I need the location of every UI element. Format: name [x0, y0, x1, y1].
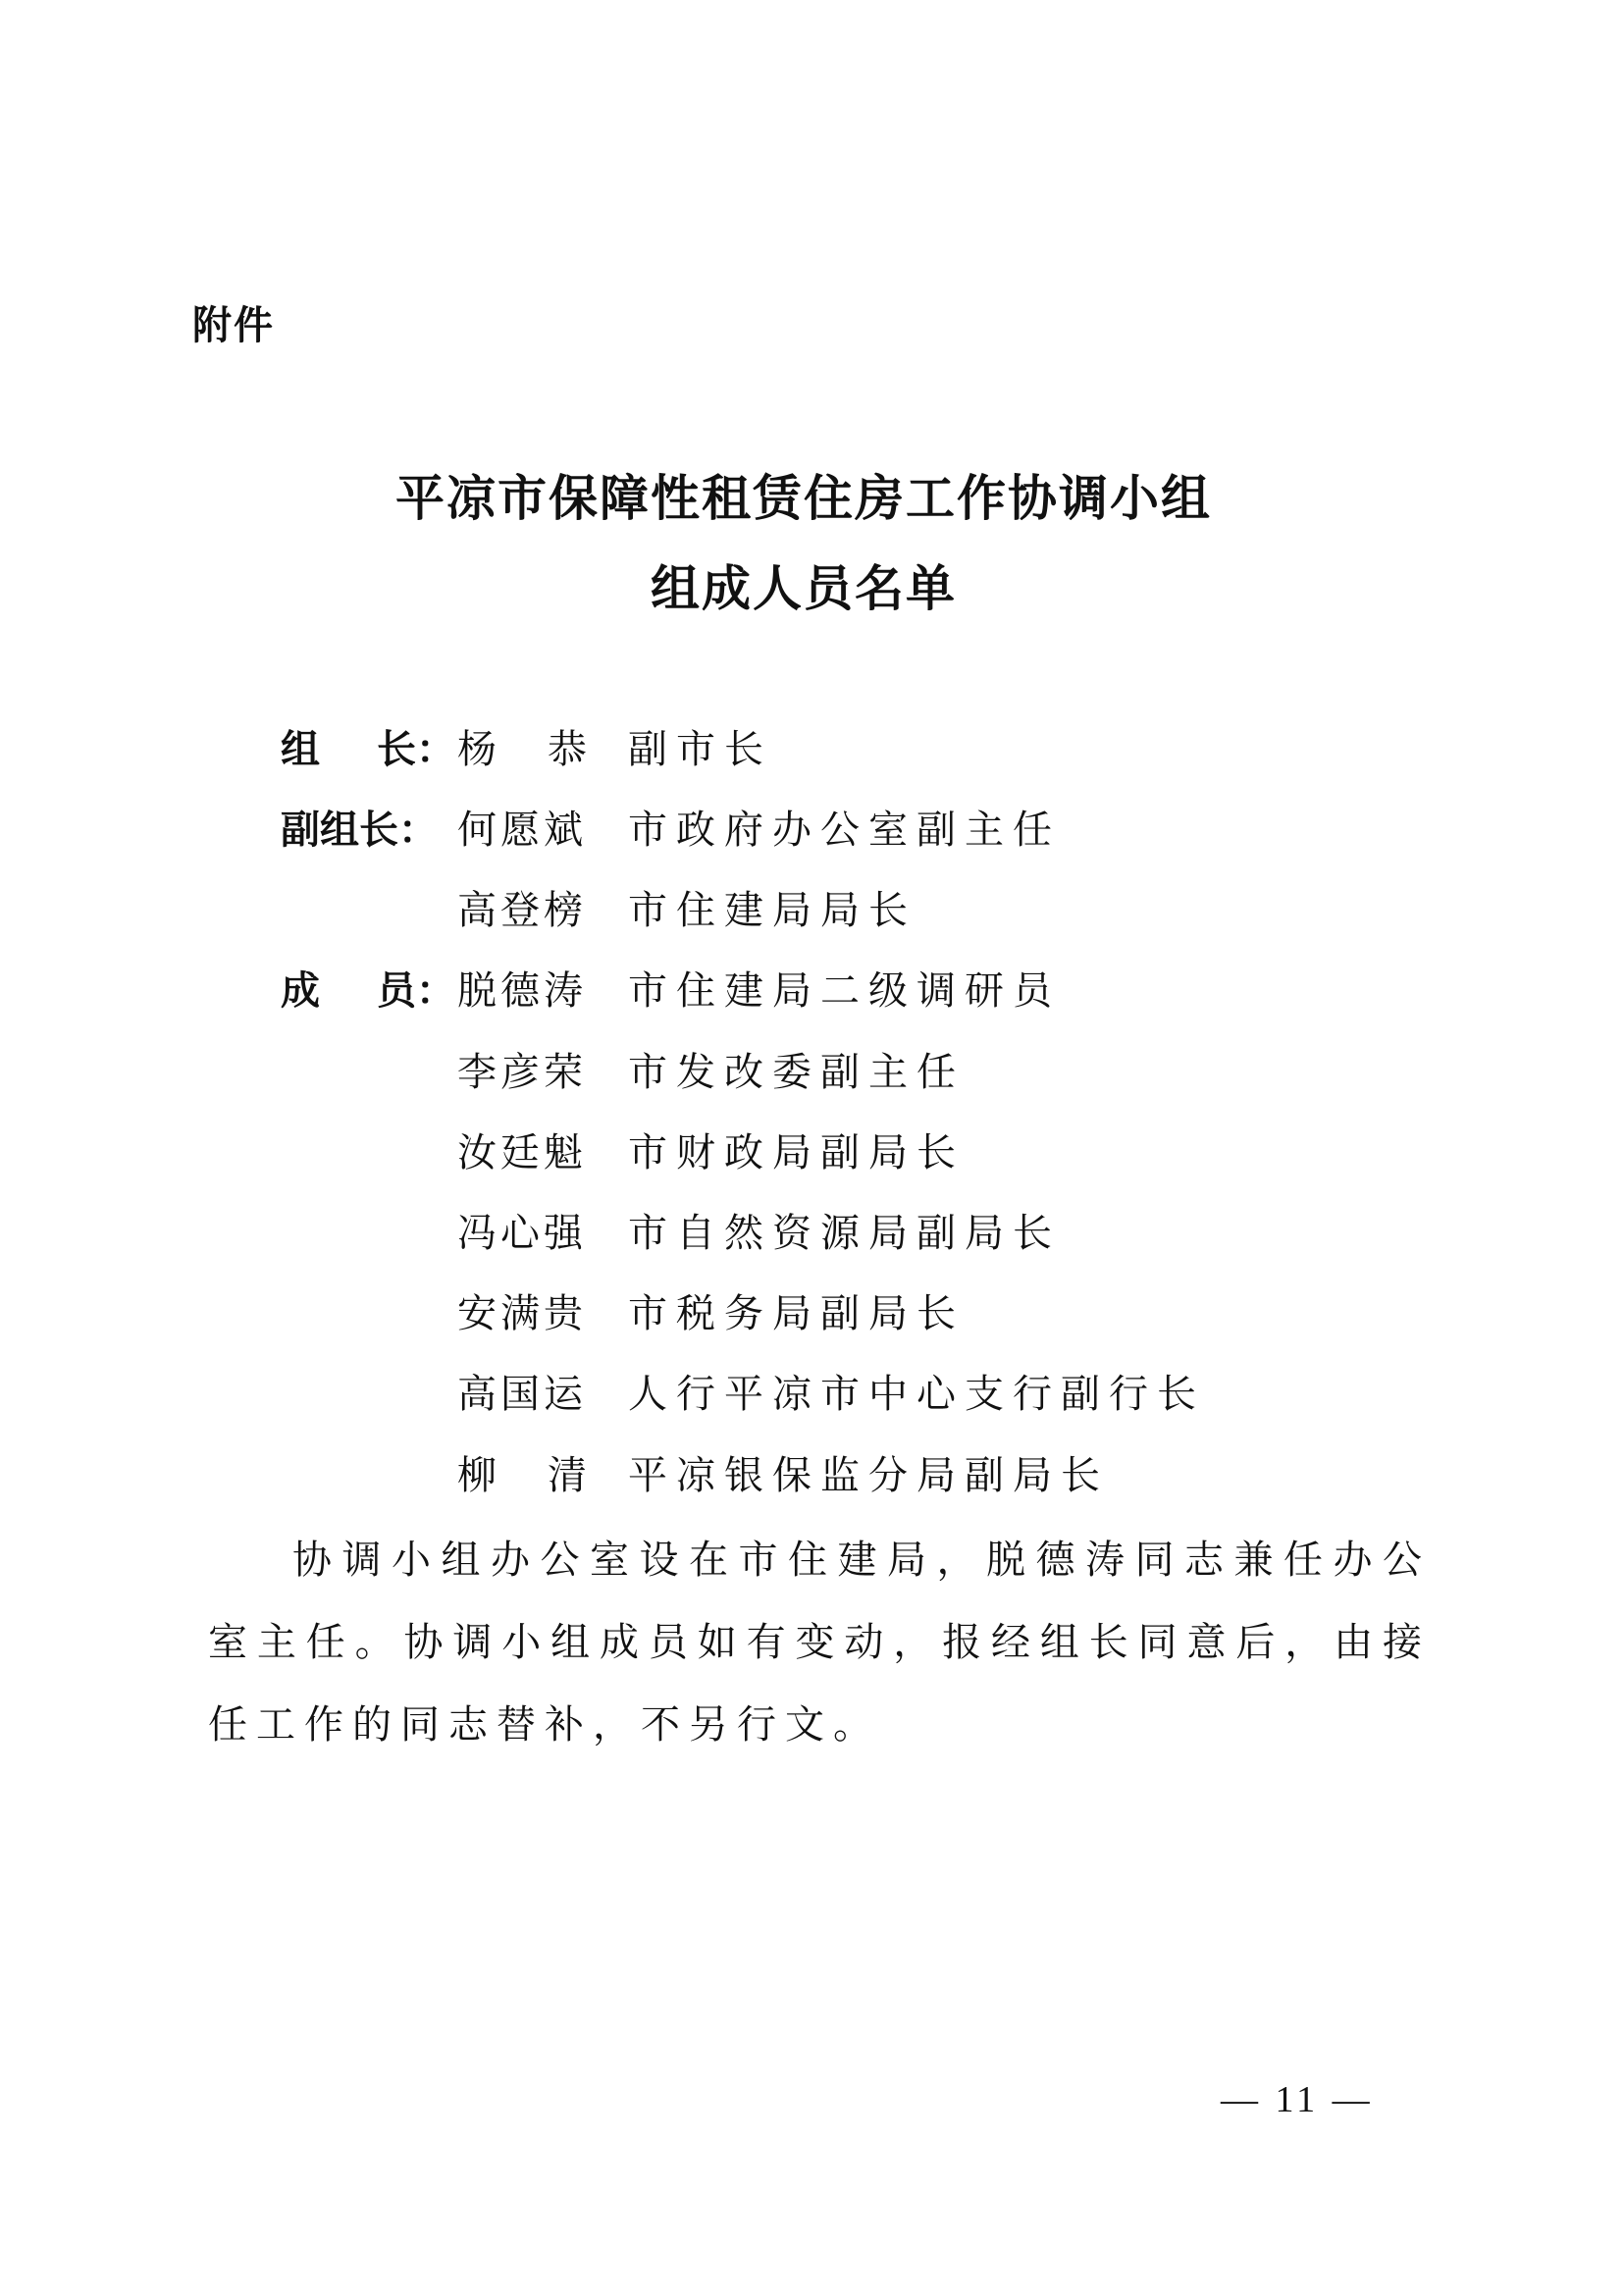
- roster-row: [0, 1123, 1623, 1182]
- roster-row: [0, 1365, 1623, 1424]
- attachment-label: 附件: [192, 303, 275, 348]
- member-post: 市住建局局长: [628, 888, 916, 933]
- member-post: 副市长: [628, 727, 772, 772]
- member-post: 市政府办公室副主任: [628, 808, 1061, 853]
- member-post: 平凉银保监分局副局长: [628, 1453, 1109, 1498]
- role-label-part: 副组长：: [281, 808, 438, 853]
- role-label-part: 组: [281, 727, 320, 772]
- office-note-paragraph: 协调小组办公室设在市住建局，脱德涛同志兼任办公室主任。协调小组成员如有变动，报经组长同意后，由接任工作的同志替补，不另行文。: [208, 1538, 1431, 1748]
- member-name: 高登榜: [457, 888, 587, 933]
- member-name: 李彦荣: [457, 1050, 587, 1095]
- role-label-part: 成: [281, 968, 320, 1014]
- member-name: 何愿斌: [457, 808, 587, 853]
- member-post: 市自然资源局副局长: [628, 1211, 1061, 1256]
- roster-row: [0, 1284, 1623, 1343]
- member-post: 市税务局副局长: [628, 1291, 965, 1336]
- roster-row: [0, 801, 1623, 860]
- member-name-part: 清: [548, 1453, 587, 1498]
- member-post: 市住建局二级调研员: [628, 968, 1061, 1014]
- member-name: 汝廷魁: [457, 1130, 587, 1175]
- member-name: 冯心强: [457, 1211, 587, 1256]
- member-post: 人行平凉市中心支行副行长: [628, 1372, 1205, 1417]
- member-name: 安满贵: [457, 1291, 587, 1336]
- member-name: 高国运: [457, 1372, 587, 1417]
- roster-row: [0, 881, 1623, 940]
- roster-row: [0, 1043, 1623, 1102]
- member-name: 脱德涛: [457, 968, 587, 1014]
- member-name-part: 杨: [457, 727, 497, 772]
- member-post: 市发改委副主任: [628, 1050, 965, 1095]
- role-label-part: 长：: [377, 727, 455, 772]
- roster-row: [0, 720, 1623, 779]
- member-name-part: 柳: [457, 1453, 497, 1498]
- member-name-part: 恭: [548, 727, 587, 772]
- roster-row: [0, 1446, 1623, 1505]
- role-label-part: 员：: [377, 968, 455, 1014]
- document-title-line2: 组成人员名单: [651, 560, 957, 617]
- document-title-line1: 平凉市保障性租赁住房工作协调小组: [395, 470, 1212, 527]
- roster-row: [0, 1204, 1623, 1263]
- member-post: 市财政局副局长: [628, 1130, 965, 1175]
- page-number: — 11 —: [1221, 2079, 1374, 2120]
- roster-row: [0, 962, 1623, 1020]
